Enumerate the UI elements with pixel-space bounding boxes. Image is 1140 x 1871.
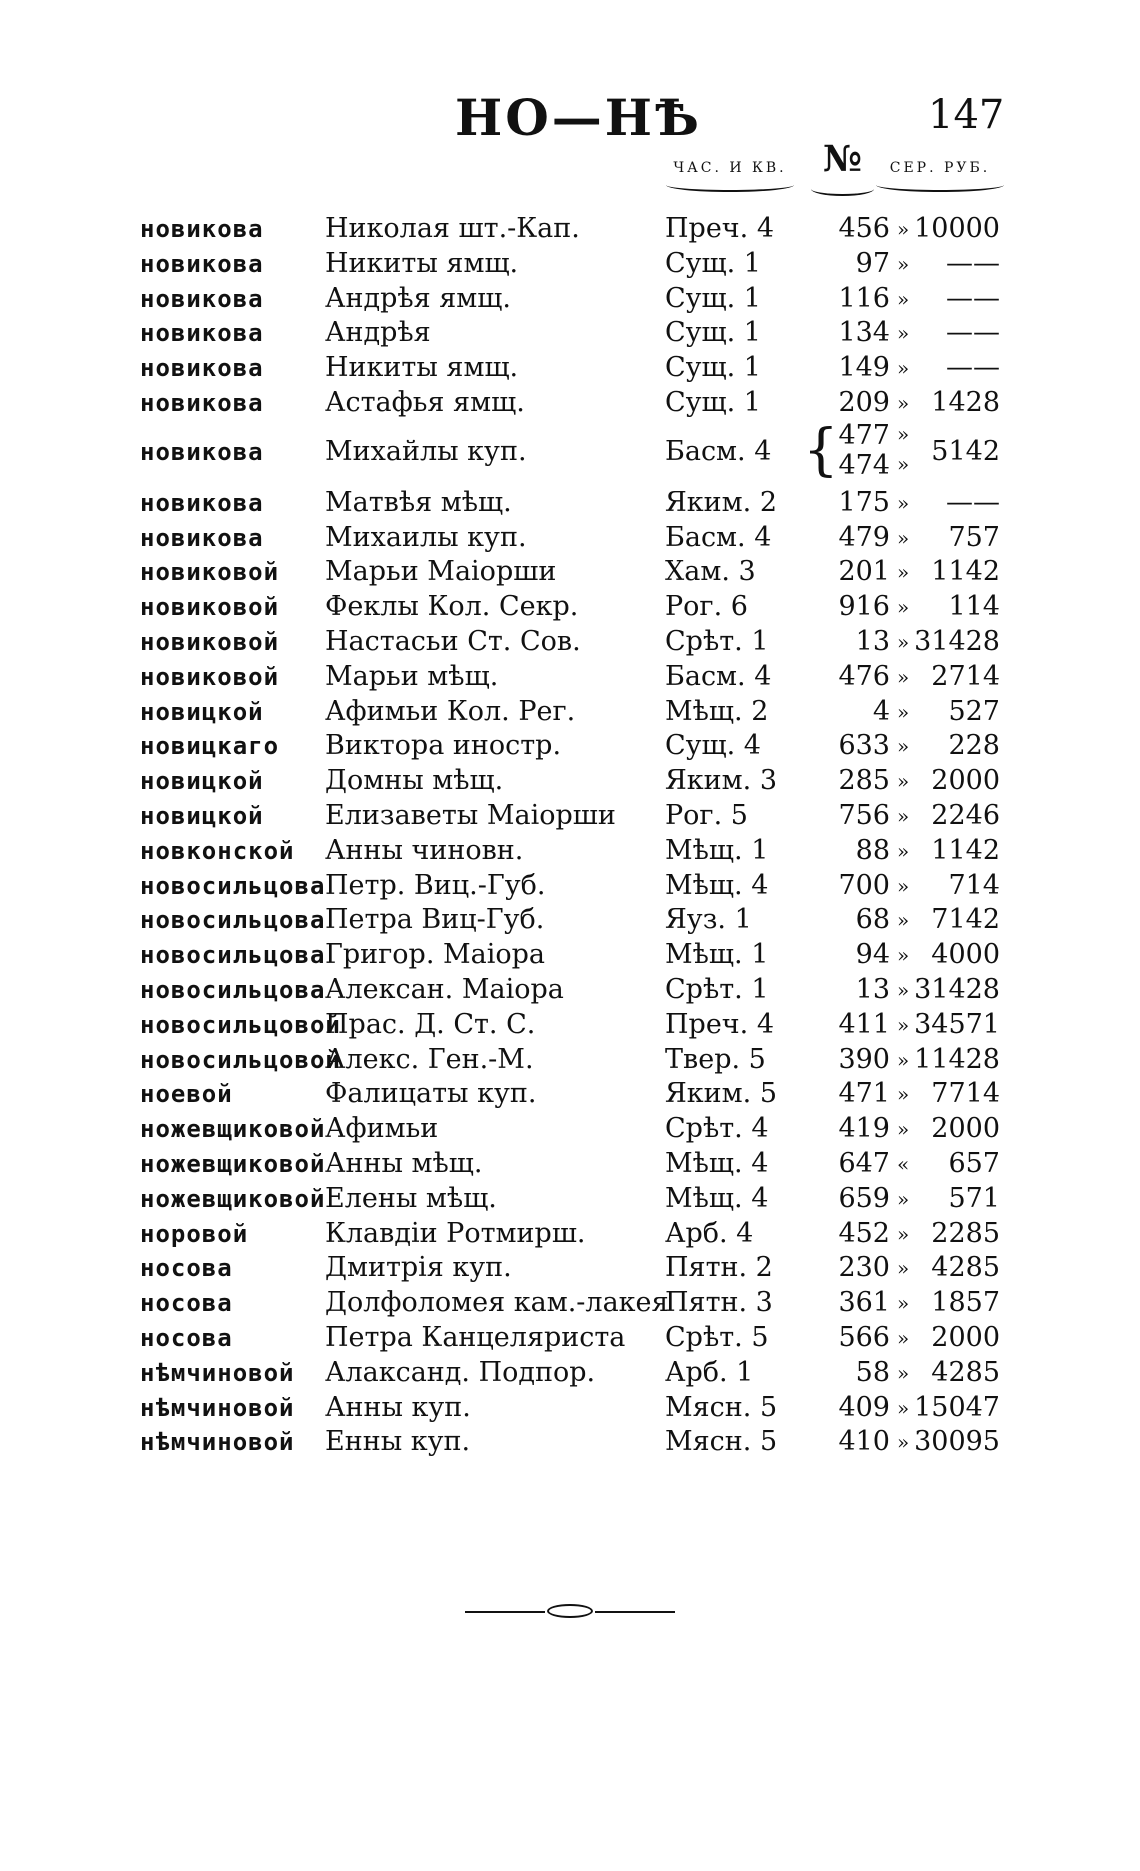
register-row [0, 1077, 1140, 1112]
district-part: Басм. 4 [665, 435, 772, 467]
district-part: Срѣт. 1 [665, 625, 769, 657]
rubles-value: 7142 [931, 904, 1000, 936]
district-part: Басм. 4 [665, 660, 772, 692]
district-part: Рог. 6 [665, 591, 748, 623]
register-row [0, 212, 1140, 247]
register-row [0, 1391, 1140, 1426]
register-row [0, 1182, 1140, 1217]
ornament-line-right [595, 1611, 675, 1613]
given-name: Прас. Д. Ст. С. [325, 1008, 536, 1040]
ditto-mark: » [897, 1186, 910, 1211]
rubles-value: 527 [948, 695, 1000, 727]
column-header-number [805, 138, 880, 188]
register-row [0, 1356, 1140, 1391]
given-name: Астафья ямщ. [325, 386, 525, 418]
house-number: 474 [838, 449, 890, 481]
ditto-mark: » [897, 873, 910, 898]
rubles-value: 30095 [914, 1426, 1000, 1458]
ditto-mark: » [897, 1012, 910, 1037]
district-part: Мѣщ. 1 [665, 834, 769, 866]
register-row [0, 1147, 1140, 1182]
given-name: Долфоломея кам.-лакея [325, 1287, 669, 1319]
given-name: Никиты ямщ. [325, 247, 519, 279]
register-row [0, 1008, 1140, 1043]
district-part: Арб. 4 [665, 1217, 754, 1249]
ditto-mark: » [897, 1291, 910, 1316]
brace-ornament [666, 178, 794, 192]
given-name: Алаксанд. Подпор. [325, 1356, 596, 1388]
register-row [0, 282, 1140, 317]
house-number: 633 [838, 730, 890, 762]
given-name: Фалицаты куп. [325, 1078, 537, 1110]
district-part: Хам. 3 [665, 556, 756, 588]
column-header-rubles [870, 160, 1010, 210]
given-name: Елизаветы Маіорши [325, 799, 616, 831]
district-part: Пятн. 2 [665, 1252, 773, 1284]
rubles-value: 31428 [914, 973, 1000, 1005]
rubles-value: —— [946, 486, 1000, 518]
ditto-mark: « [897, 1151, 910, 1176]
rubles-value: 4000 [931, 939, 1000, 971]
district-part: Сущ. 1 [665, 317, 761, 349]
district-part: Пятн. 3 [665, 1287, 773, 1319]
house-number: 419 [838, 1113, 890, 1145]
ditto-mark: » [897, 1395, 910, 1420]
given-name: Петра Виц-Губ. [325, 904, 545, 936]
house-number: 68 [855, 904, 890, 936]
given-name: Дмитрія куп. [325, 1252, 512, 1284]
district-part: Мѣщ. 2 [665, 695, 769, 727]
surname: новицкой [140, 801, 264, 830]
register-row [0, 247, 1140, 282]
surname: новосильцовой [140, 1045, 341, 1074]
house-number: 456 [838, 213, 890, 244]
surname: новицкой [140, 697, 264, 726]
register-row [0, 973, 1140, 1008]
ditto-mark: » [897, 1047, 910, 1072]
rubles-value: 34571 [914, 1008, 1000, 1040]
house-number: 13 [855, 973, 890, 1005]
given-name: Афимьи Кол. Рег. [325, 695, 576, 727]
ditto-mark: » [897, 838, 910, 863]
ditto-mark: » [897, 251, 910, 276]
house-number: 58 [855, 1356, 890, 1388]
given-name: Феклы Кол. Секр. [325, 591, 579, 623]
house-number: 477 [838, 419, 890, 451]
rubles-value: 2285 [931, 1217, 1000, 1249]
surname: новикова [140, 249, 264, 278]
rubles-value: 2246 [931, 799, 1000, 831]
register-row [0, 834, 1140, 869]
column-header-part [660, 160, 800, 210]
end-ornament [465, 1604, 675, 1620]
house-number: 410 [838, 1426, 890, 1458]
surname: новосильцова [140, 871, 326, 900]
district-part: Твер. 5 [665, 1043, 766, 1075]
register-row [0, 417, 1140, 486]
surname: новикова [140, 488, 264, 517]
surname: ножевщиковой [140, 1115, 326, 1144]
house-number: 94 [855, 939, 890, 971]
rubles-value: 2000 [931, 765, 1000, 797]
given-name: Никиты ямщ. [325, 352, 519, 384]
running-title: НО—НѢ [455, 88, 703, 147]
ditto-mark: » [897, 629, 910, 654]
district-part: Преч. 4 [665, 213, 775, 244]
surname: новосильцова [140, 906, 326, 935]
house-number: 361 [838, 1287, 890, 1319]
surname: новконской [140, 836, 295, 865]
ditto-mark: » [897, 1430, 910, 1455]
surname: новикова [140, 215, 264, 243]
register-row [0, 316, 1140, 351]
surname: новицкой [140, 767, 264, 796]
house-number: 566 [838, 1321, 890, 1353]
surname: ножевщиковой [140, 1184, 326, 1213]
ditto-mark: » [897, 1256, 910, 1281]
district-part: Мѣщ. 1 [665, 939, 769, 971]
given-name: Алекс. Ген.-М. [325, 1043, 534, 1075]
surname: новиковой [140, 627, 280, 656]
rubles-value: 11428 [914, 1043, 1000, 1075]
house-number: 149 [838, 352, 890, 384]
ditto-mark: » [897, 699, 910, 724]
ditto-mark: » [897, 595, 910, 620]
given-name: Михайлы куп. [325, 435, 527, 467]
ditto-mark: » [897, 1221, 910, 1246]
house-number: 97 [855, 247, 890, 279]
ditto-mark: » [897, 769, 910, 794]
given-name: Настасьи Ст. Сов. [325, 625, 581, 657]
rubles-value: 571 [948, 1182, 1000, 1214]
surname: новикова [140, 354, 264, 383]
house-number: 230 [838, 1252, 890, 1284]
house-number: 88 [855, 834, 890, 866]
rubles-value: 4285 [931, 1356, 1000, 1388]
ditto-mark: » [897, 664, 910, 689]
ditto-mark: » [897, 560, 910, 585]
house-number: 390 [838, 1043, 890, 1075]
register-row [0, 386, 1140, 421]
surname: новикова [140, 319, 264, 348]
register-row [0, 903, 1140, 938]
rubles-value: 1428 [931, 386, 1000, 418]
district-part: Срѣт. 5 [665, 1321, 769, 1353]
column-header-part-label: ЧАС. И КВ. [673, 160, 787, 176]
surname: новицкаго [140, 732, 280, 761]
surname: новосильцовой [140, 1010, 341, 1039]
register-row [0, 869, 1140, 904]
house-number: 209 [838, 386, 890, 418]
given-name: Петр. Виц.-Губ. [325, 869, 546, 901]
ditto-mark: » [897, 217, 910, 241]
ditto-mark: » [897, 390, 910, 415]
given-name: Матвѣя мѣщ. [325, 486, 512, 518]
brace-ornament [811, 182, 874, 196]
surname: нѣмчиновой [140, 1393, 295, 1422]
column-header-number-label: № [822, 138, 863, 180]
district-part: Мѣщ. 4 [665, 1147, 769, 1179]
curly-brace-icon: { [803, 417, 839, 483]
house-number: 13 [855, 625, 890, 657]
ditto-mark: » [897, 803, 910, 828]
ditto-mark: » [897, 451, 910, 476]
house-number: 134 [838, 317, 890, 349]
column-header-rubles-label: СЕР. РУБ. [889, 160, 991, 176]
register-row [0, 729, 1140, 764]
given-name: Петра Канцеляриста [325, 1321, 626, 1353]
given-name: Афимьи [325, 1113, 439, 1145]
page-header [0, 88, 1140, 158]
district-part: Мѣщ. 4 [665, 1182, 769, 1214]
page-number: 147 [928, 92, 1005, 138]
rubles-value: —— [946, 247, 1000, 279]
surname: новикова [140, 388, 264, 417]
register-row [0, 1251, 1140, 1286]
register-row [0, 938, 1140, 973]
rubles-value: 2714 [931, 660, 1000, 692]
surname: новикова [140, 523, 264, 552]
district-part: Срѣт. 4 [665, 1113, 769, 1145]
register-row [0, 555, 1140, 590]
house-number: 916 [838, 591, 890, 623]
ditto-mark: » [897, 356, 910, 381]
register-row [0, 1425, 1140, 1460]
register-row [0, 351, 1140, 386]
house-number: 175 [838, 486, 890, 518]
given-name: Марьи Маіорши [325, 556, 557, 588]
ditto-mark: » [897, 1325, 910, 1350]
house-number: 471 [838, 1078, 890, 1110]
given-name: Клавдіи Ротмирш. [325, 1217, 586, 1249]
ornament-knot [547, 1604, 593, 1618]
given-name: Андрѣя ямщ. [325, 282, 511, 314]
house-number: 201 [838, 556, 890, 588]
house-number: 479 [838, 521, 890, 553]
given-name: Марьи мѣщ. [325, 660, 499, 692]
register-row [0, 695, 1140, 730]
given-name: Алексан. Маіора [325, 973, 564, 1005]
district-part: Мясн. 5 [665, 1391, 778, 1423]
ditto-mark: » [897, 490, 910, 515]
given-name: Андрѣя [325, 317, 431, 349]
rubles-value: 15047 [914, 1391, 1000, 1423]
house-number: 659 [838, 1182, 890, 1214]
rubles-value: 4285 [931, 1252, 1000, 1284]
surname: носова [140, 1289, 233, 1318]
house-number: 409 [838, 1391, 890, 1423]
given-name: Анны мѣщ. [325, 1147, 483, 1179]
house-number: 411 [838, 1008, 890, 1040]
ditto-mark: » [897, 1360, 910, 1385]
rubles-value: 1142 [931, 556, 1000, 588]
brace-ornament [876, 178, 1004, 192]
surname: носова [140, 1323, 233, 1352]
district-part: Рог. 5 [665, 799, 748, 831]
register-row [0, 660, 1140, 695]
ditto-mark: » [897, 286, 910, 311]
rubles-value: —— [946, 282, 1000, 314]
district-part: Яким. 3 [665, 765, 778, 797]
rubles-value: 2000 [931, 1113, 1000, 1145]
district-part: Мясн. 5 [665, 1426, 778, 1458]
district-part: Сущ. 4 [665, 730, 761, 762]
register-row [0, 1321, 1140, 1356]
surname: новикова [140, 437, 264, 466]
district-part: Сущ. 1 [665, 352, 761, 384]
given-name: Григор. Маіора [325, 939, 546, 971]
register-row [0, 799, 1140, 834]
district-part: Басм. 4 [665, 521, 772, 553]
rubles-value: 228 [948, 730, 1000, 762]
rubles-value: 1857 [931, 1287, 1000, 1319]
surname: нѣмчиновой [140, 1358, 295, 1387]
surname: норовой [140, 1219, 249, 1248]
district-part: Сущ. 1 [665, 386, 761, 418]
rubles-value: 31428 [914, 625, 1000, 657]
rubles-value: 2000 [931, 1321, 1000, 1353]
register-row [0, 1043, 1140, 1078]
ditto-mark: » [897, 734, 910, 759]
rubles-value: 1142 [931, 834, 1000, 866]
given-name: Енны куп. [325, 1426, 471, 1458]
rubles-value: 757 [948, 521, 1000, 553]
district-part: Яуз. 1 [665, 904, 752, 936]
surname: нѣмчиновой [140, 1428, 295, 1457]
register-row [0, 625, 1140, 660]
given-name: Анны чиновн. [325, 834, 524, 866]
ditto-mark: » [897, 977, 910, 1002]
district-part: Преч. 4 [665, 1008, 775, 1040]
surname: новосильцова [140, 941, 326, 970]
house-number: 4 [872, 695, 890, 727]
house-number: 452 [838, 1217, 890, 1249]
rubles-value: 657 [948, 1147, 1000, 1179]
house-number: 700 [838, 869, 890, 901]
surname: ножевщиковой [140, 1149, 326, 1178]
surname: новикова [140, 284, 264, 313]
register-row [0, 590, 1140, 625]
register-row [0, 486, 1140, 521]
register-row [0, 1286, 1140, 1321]
register-row [0, 1112, 1140, 1147]
rubles-value: 114 [948, 591, 1000, 623]
ditto-mark: » [897, 1082, 910, 1107]
register-row [0, 521, 1140, 556]
surname: ноевой [140, 1080, 233, 1109]
ditto-mark: » [897, 321, 910, 346]
house-number: 116 [838, 282, 890, 314]
district-part: Арб. 1 [665, 1356, 754, 1388]
ditto-mark: » [897, 525, 910, 550]
register-row [0, 764, 1140, 799]
rubles-value: 5142 [931, 435, 1000, 467]
surname: новиковой [140, 558, 280, 587]
given-name: Михаилы куп. [325, 521, 527, 553]
house-number: 476 [838, 660, 890, 692]
given-name: Домны мѣщ. [325, 765, 504, 797]
district-part: Сущ. 1 [665, 247, 761, 279]
register-list [0, 212, 1140, 1460]
surname: новиковой [140, 593, 280, 622]
given-name: Анны куп. [325, 1391, 471, 1423]
given-name: Виктора иностр. [325, 730, 562, 762]
rubles-value: 10000 [914, 213, 1000, 244]
house-number: 647 [838, 1147, 890, 1179]
surname: носова [140, 1254, 233, 1283]
district-part: Яким. 5 [665, 1078, 778, 1110]
district-part: Срѣт. 1 [665, 973, 769, 1005]
house-number: 756 [838, 799, 890, 831]
district-part: Сущ. 1 [665, 282, 761, 314]
rubles-value: —— [946, 317, 1000, 349]
district-part: Яким. 2 [665, 486, 778, 518]
district-part: Мѣщ. 4 [665, 869, 769, 901]
rubles-value: —— [946, 352, 1000, 384]
surname: новиковой [140, 662, 280, 691]
register-row [0, 1217, 1140, 1252]
rubles-value: 714 [948, 869, 1000, 901]
surname: новосильцова [140, 975, 326, 1004]
ditto-mark: » [897, 908, 910, 933]
ditto-mark: » [897, 1117, 910, 1142]
ditto-mark: » [897, 421, 910, 446]
ornament-line-left [465, 1611, 545, 1613]
rubles-value: 7714 [931, 1078, 1000, 1110]
ditto-mark: » [897, 943, 910, 968]
given-name: Елены мѣщ. [325, 1182, 497, 1214]
given-name: Николая шт.-Кап. [325, 213, 580, 244]
house-number: 285 [838, 765, 890, 797]
